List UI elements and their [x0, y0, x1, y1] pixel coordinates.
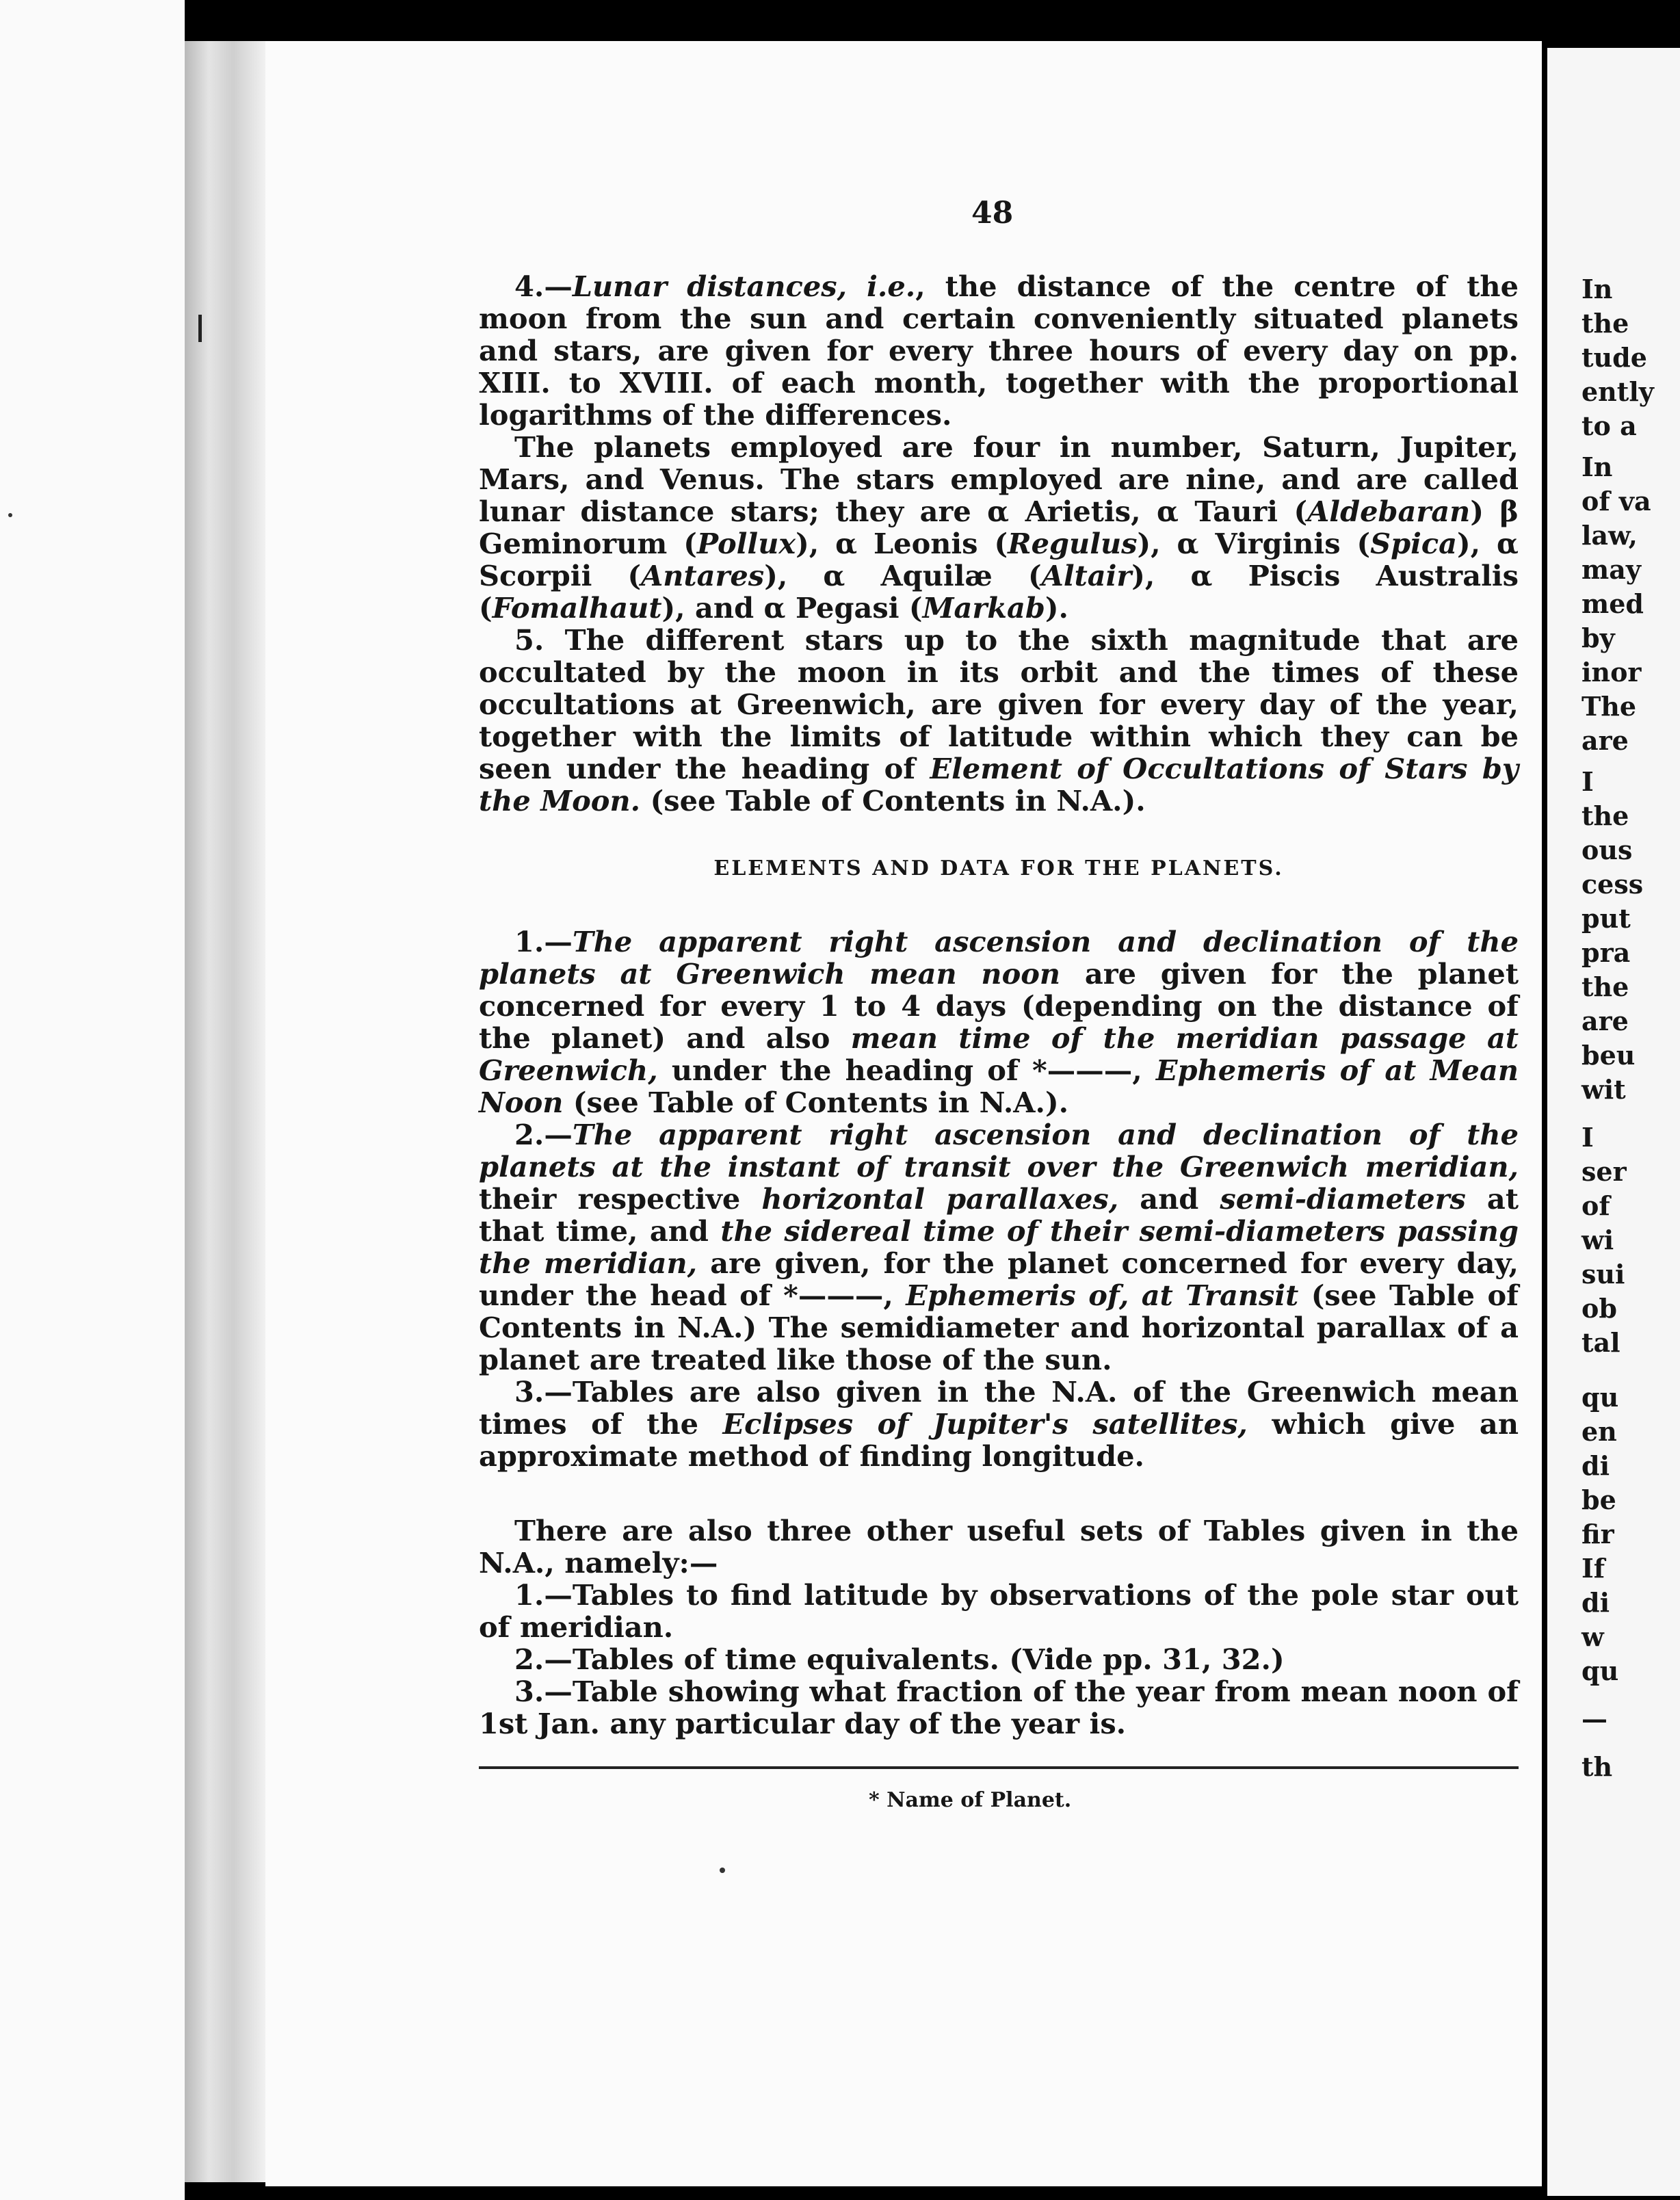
adjacent-page-fragment: of	[1581, 1190, 1610, 1221]
adjacent-page-fragment: In	[1581, 451, 1613, 482]
paragraph	[479, 431, 1519, 624]
page-number: 48	[971, 196, 1014, 231]
section-heading	[479, 852, 1519, 885]
paragraph	[479, 1515, 1519, 1579]
adjacent-page-fragment: the	[1581, 308, 1629, 339]
text-run: ), α Piscis Australis (	[479, 559, 1519, 625]
adjacent-page-fragment: may	[1581, 554, 1641, 585]
adjacent-page-fragment: qu	[1581, 1382, 1619, 1413]
text-run: (see Table of Contents in N.A.) The semidiameter and horizontal parallax of a planet are treated like those of the sun.	[479, 1279, 1519, 1376]
adjacent-page-fragment: The	[1581, 691, 1637, 722]
italic-phrase: Pollux	[696, 527, 796, 560]
scan-speck	[8, 513, 12, 517]
book-binding-edge	[185, 41, 265, 2182]
adjacent-page-fragment: th	[1581, 1751, 1613, 1782]
adjacent-page-fragment: to a	[1581, 410, 1637, 441]
text-run: 1.—	[514, 925, 573, 958]
adjacent-page-fragment: put	[1581, 903, 1631, 934]
italic-phrase: Antares	[641, 559, 765, 592]
paragraph	[479, 1675, 1519, 1740]
italic-phrase: Ephemeris of, at Transit	[906, 1279, 1299, 1312]
text-run: ELEMENTS AND DATA FOR THE PLANETS.	[713, 856, 1284, 880]
adjacent-page-fragment: In	[1581, 274, 1613, 304]
adjacent-page-fragment: —	[1581, 1703, 1607, 1734]
text-run: The planets employed are four in number, Saturn, Jupiter, Mars, and Venus. The stars employed are nine, and are called lunar distance stars; they are α Arietis, α Tauri (	[479, 430, 1519, 528]
adjacent-page-fragment: beu	[1581, 1040, 1636, 1071]
italic-phrase: Eclipses of Jupiter's satellites,	[722, 1407, 1248, 1441]
italic-phrase: Markab	[922, 591, 1045, 625]
paragraph	[479, 1643, 1519, 1675]
adjacent-page-fragment: ob	[1581, 1293, 1617, 1324]
italic-phrase: Regulus	[1008, 527, 1138, 560]
scan-speck	[720, 1868, 725, 1873]
text-run: ), and α Pegasi (	[661, 591, 923, 625]
adjacent-page-fragment: tal	[1581, 1327, 1620, 1358]
italic-phrase: Element of Occultations of Stars by the Moon.	[479, 752, 1519, 817]
paragraph	[479, 926, 1519, 1118]
adjacent-page-fragment: di	[1581, 1587, 1610, 1618]
text-run: (see Table of Contents in N.A.).	[640, 784, 1146, 817]
italic-phrase: The apparent right ascension and declination of the planets at Greenwich mean noon	[479, 925, 1519, 991]
adjacent-page-fragment: di	[1581, 1450, 1610, 1481]
adjacent-page-fragment: ently	[1581, 376, 1654, 407]
text-run: their respective	[479, 1182, 762, 1216]
italic-phrase: Lunar distances, i.e.	[572, 270, 916, 303]
text-run: and	[1118, 1182, 1220, 1216]
italic-phrase: Spica	[1370, 527, 1458, 560]
adjacent-page-fragment: cess	[1581, 869, 1644, 900]
adjacent-page-fragment: ser	[1581, 1156, 1627, 1187]
text-run: ).	[1045, 591, 1069, 625]
footnote: * Name of Planet.	[869, 1788, 1072, 1812]
adjacent-page-fragment: the	[1581, 971, 1629, 1002]
adjacent-page-fragment: pra	[1581, 937, 1631, 968]
italic-phrase: Fomalhaut	[492, 591, 662, 625]
adjacent-page-fragment: the	[1581, 800, 1629, 831]
paragraph	[479, 1118, 1519, 1376]
italic-phrase: semi-diameters	[1220, 1182, 1466, 1216]
adjacent-page-fragment: w	[1581, 1621, 1604, 1652]
adjacent-page-fragment: sui	[1581, 1259, 1625, 1289]
text-run: 1.—Tables to find latitude by observations of the pole star out of meridian.	[479, 1578, 1519, 1644]
adjacent-page-fragment: be	[1581, 1484, 1616, 1515]
adjacent-page-fragment: wi	[1581, 1225, 1614, 1255]
paragraph	[479, 1579, 1519, 1643]
adjacent-page-fragment: by	[1581, 623, 1615, 653]
text-run: (see Table of Contents in N.A.).	[563, 1086, 1069, 1119]
text-run: 3.—Table showing what fraction of the year from mean noon of 1st Jan. any particular day of the year is.	[479, 1675, 1519, 1740]
text-run: 4.—	[514, 270, 573, 303]
adjacent-page-fragment: inor	[1581, 657, 1642, 688]
adjacent-page-fragment: If	[1581, 1553, 1605, 1584]
adjacent-page-fragment: fir	[1581, 1519, 1614, 1549]
text-run: 2.—Tables of time equivalents. (Vide pp. 31, 32.)	[514, 1642, 1285, 1676]
adjacent-page-fragment: ous	[1581, 835, 1633, 865]
paragraph	[479, 270, 1519, 431]
adjacent-page-fragment: en	[1581, 1416, 1617, 1447]
text-run: , the distance of the centre of the moon from the sun and certain conveniently situated planets and stars, are given for every three hours of every day on pp. XIII. to XVIII. of each month, together with the proportional logarithms of the differences.	[479, 270, 1519, 432]
text-run: which give an approximate method of finding longitude.	[479, 1407, 1519, 1473]
italic-phrase: Altair	[1041, 559, 1132, 592]
paragraph	[479, 1376, 1519, 1472]
adjacent-page-fragment: are	[1581, 725, 1629, 756]
adjacent-page-fragment: of va	[1581, 486, 1651, 516]
text-run: ), α Aquilæ (	[764, 559, 1042, 592]
adjacent-page-fragment: qu	[1581, 1655, 1619, 1686]
italic-phrase: mean time of the meridian passage at Greenwich,	[479, 1021, 1519, 1087]
adjacent-page-fragment: I	[1581, 766, 1594, 797]
adjacent-page-fragment: I	[1581, 1122, 1594, 1153]
text-run: ) β Geminorum (	[479, 495, 1519, 560]
text-run: ), α Scorpii (	[479, 527, 1519, 592]
paragraph-gap	[479, 1472, 1519, 1515]
text-run: are given for the planet concerned for every 1 to 4 days (depending on the distance of the planet) and also	[479, 957, 1519, 1055]
scan-mark	[198, 315, 202, 342]
adjacent-page-fragment: are	[1581, 1006, 1629, 1036]
text-run: ), α Virginis (	[1137, 527, 1371, 560]
italic-phrase: horizontal parallaxes,	[761, 1182, 1119, 1216]
text-run: 2.—	[514, 1118, 573, 1151]
text-run: at that time, and	[479, 1182, 1519, 1248]
scan-left-margin	[0, 0, 185, 2200]
text-run: ), α Leonis (	[796, 527, 1008, 560]
italic-phrase: The apparent right ascension and declination of the planets at the instant of transit over the Greenwich meridian,	[479, 1118, 1519, 1183]
adjacent-page-fragment: wit	[1581, 1074, 1626, 1105]
paragraph	[479, 624, 1519, 817]
footnote-rule	[479, 1766, 1519, 1769]
page-body	[479, 270, 1519, 1740]
adjacent-page-edge	[1547, 48, 1680, 2196]
italic-phrase: Aldebaran	[1307, 495, 1471, 528]
adjacent-page-fragment: tude	[1581, 342, 1647, 373]
italic-phrase: Ephemeris of at Mean Noon	[479, 1053, 1519, 1119]
text-run: are given, for the planet concerned for every day, under the head of *———,	[479, 1246, 1519, 1312]
text-run: under the heading of *———,	[657, 1053, 1156, 1087]
italic-phrase: the sidereal time of their semi-diameters passing the meridian,	[479, 1214, 1519, 1280]
adjacent-page-fragment: med	[1581, 588, 1644, 619]
adjacent-page-fragment: law,	[1581, 520, 1638, 551]
text-run: There are also three other useful sets of Tables given in the N.A., namely:—	[479, 1514, 1519, 1580]
text-run: 5. The different stars up to the sixth magnitude that are occultated by the moon in its orbit and the times of these occultations at Greenwich, are given for every day of the year, together with the limits of latitude within which they can be seen under the heading of	[479, 623, 1519, 785]
text-run: 3.—Tables are also given in the N.A. of the Greenwich mean times of the	[479, 1375, 1519, 1441]
